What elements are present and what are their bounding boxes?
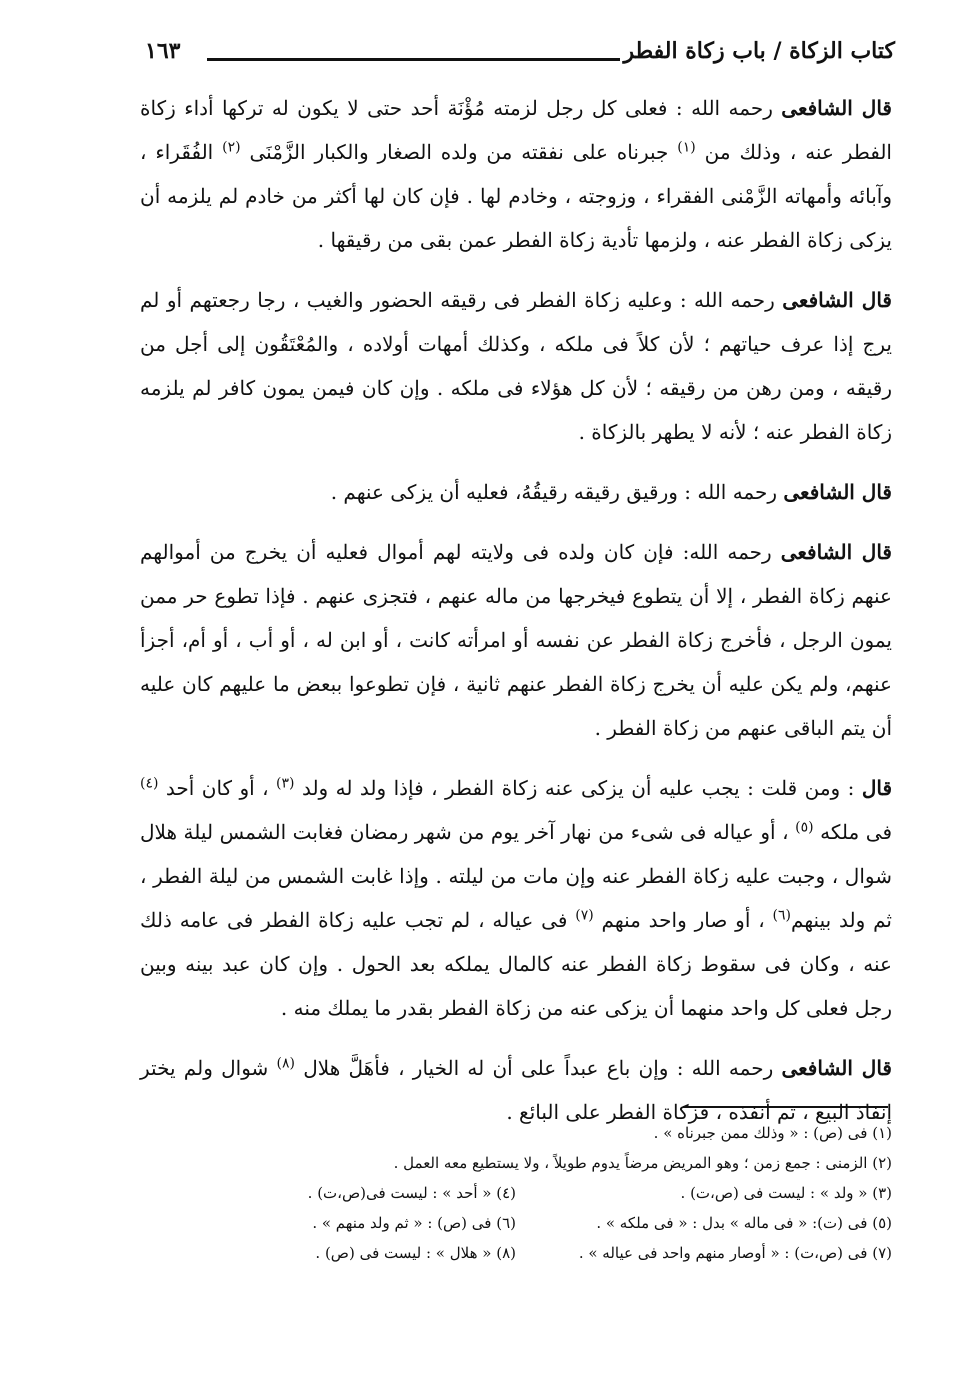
footnote-row xyxy=(140,1208,892,1238)
paragraph xyxy=(140,766,892,1030)
paragraph xyxy=(140,278,892,454)
footnote: (٣) « ولد » : ليست فى (ص،ت) . xyxy=(680,1184,892,1202)
footnote-row xyxy=(140,1178,892,1208)
footnotes xyxy=(140,1118,892,1268)
footnote-ref: (٤) xyxy=(140,775,159,792)
footnote-ref: (٦) xyxy=(772,907,792,924)
footnote: (٥) فى (ت): « فى ماله » بدل : « فى ملكه » . xyxy=(596,1214,892,1232)
footnote: (١) فى (ص) : « وذلك ممن جبرناه » . xyxy=(653,1124,892,1142)
footnote-rule xyxy=(683,1106,888,1108)
paragraph-lead: قال الشافعى xyxy=(780,540,892,564)
paragraph-lead: قال الشافعى xyxy=(781,96,892,120)
paragraph-text: جبرناه على نفقته من ولده الصغار والكبار الزَّمْنَى xyxy=(240,140,678,164)
footnote: (٢) الزمنى : جمع زمن ؛ وهو المريض مرضاً يدوم طويلاً ، ولا يستطيع معه العمل . xyxy=(393,1154,892,1172)
footnote-ref: (٢) xyxy=(222,139,241,156)
paragraph-text: ، أو صار واحد منهم xyxy=(593,908,773,932)
footnote-ref: (٧) xyxy=(575,907,594,924)
paragraph xyxy=(140,86,892,262)
footnote: (٨) « هلال » : ليست فى (ص) . xyxy=(315,1244,516,1262)
paragraph xyxy=(140,470,892,514)
body-text xyxy=(140,86,892,1150)
paragraph-lead: قال xyxy=(861,776,892,800)
running-header xyxy=(145,38,895,78)
paragraph-text: فى ملكه xyxy=(813,820,893,844)
page-number: ١٦٣ xyxy=(145,38,181,64)
footnote-ref: (٣) xyxy=(276,775,295,792)
footnote-row xyxy=(140,1238,892,1268)
paragraph-lead: قال الشافعى xyxy=(781,1056,892,1080)
header-rule xyxy=(207,58,620,61)
paragraph-lead: قال الشافعى xyxy=(782,288,892,312)
paragraph-text: رحمه الله : وإن باع عبداً على أن له الخيار ، فأهَلَّ هلال xyxy=(295,1056,782,1080)
paragraph-text: الفُقَراء ، وآبائه وأمهاته الزَّمْنى الفقراء ، وزوجته ، وخادم لها . فإن كان لها أكثر من خادم لم يلزمه أن يزكى زكاة الفطر عنه ، ولزمها تأدية زكاة الفطر عمن بقى من رقيقها . xyxy=(140,140,892,252)
paragraph-text: فى عياله ، لم تجب عليه زكاة الفطر فى عامه ذلك عنه ، وكان فى سقوط زكاة الفطر عنه كالمال يملكه بعد الحول . وإن كان عبد بينه وبين رجل فعلى كل واحد منهما أن يزكى عنه من زكاة الفطر بقدر ما يملك منه . xyxy=(140,908,892,1020)
paragraph-text: ، أو كان أحد xyxy=(158,776,277,800)
footnote: (٧) فى (ص،ت) : « أوصار منهم واحد فى عياله » . xyxy=(578,1244,892,1262)
paragraph-text: : ومن قلت : يجب عليه أن يزكى عنه زكاة الفطر ، فإذا ولد له ولد xyxy=(294,776,862,800)
footnote-ref: (١) xyxy=(677,139,696,156)
footnote: (٦) فى (ص) : « ثم ولد منهم » . xyxy=(312,1214,516,1232)
footnote-ref: (٥) xyxy=(795,819,814,836)
paragraph-text: رحمه الله : وعليه زكاة الفطر فى رقيقه الحضور والغيب ، رجا رجعتهم أو لم يرج إذا عرف حياتهم ؛ لأن كلاً فى ملكه ، وكذلك أمهات أولاده ، والمُعْتَقُون إلى أجل من رقيقه ، ومن رهن من رقيقه ؛ لأن كل هؤلاء فى ملكه . وإن كان فيمن يمون كافر لم يلزمه زكاة الفطر عنه ؛ لأنه لا يطهر بالزكاة . xyxy=(140,288,892,444)
paragraph xyxy=(140,530,892,750)
paragraph-text: رحمه الله : ورقيق رقيقه رقيقُهُ، فعليه أن يزكى عنهم . xyxy=(330,480,784,504)
footnote: (٤) « أحد » : ليست فى(ص،ت) . xyxy=(307,1184,516,1202)
header-title: كتاب الزكاة / باب زكاة الفطر xyxy=(623,38,895,64)
paragraph-text: شوال ولم يختر إنفاذ البيع ، ثم أنفذه ، فزكاة الفطر على البائع . xyxy=(140,1056,892,1124)
paragraph-text: رحمه الله: فإن كان ولده فى ولايته لهم أموال فعليه أن يخرج من أموالهم عنهم زكاة الفطر ، إلا أن يتطوع فيخرجها من ماله عنهم ، فتجزى عنهم . فإذا تطوع حر ممن يمون الرجل ، فأخرج زكاة الفطر عن نفسه أو امرأته كانت ، أو ابن له ، أو أب ، أو أم، أجزأ عنهم، ولم يكن عليه أن يخرج زكاة الفطر عنهم ثانية ، فإن تطوعوا ببعض ما عليهم كان عليه أن يتم الباقى عنهم من زكاة الفطر . xyxy=(140,540,892,740)
footnote-ref: (٨) xyxy=(276,1055,295,1072)
paragraph-lead: قال الشافعى xyxy=(783,480,892,504)
paragraph-text: رحمه الله : فعلى كل رجل لزمته مُؤْنَة أحد حتى لا يكون له تركها أداء زكاة الفطر عنه ، وذلك من xyxy=(140,96,892,164)
paragraph-text: ، أو عياله فى شىء من نهار آخر يوم من شهر رمضان فغابت الشمس ليلة هلال شوال ، وجبت عليه زكاة الفطر عنه وإن مات من ليلته . وإذا غابت الشمس من ليلة الفطر ، ثم ولد بينهم xyxy=(140,820,893,932)
